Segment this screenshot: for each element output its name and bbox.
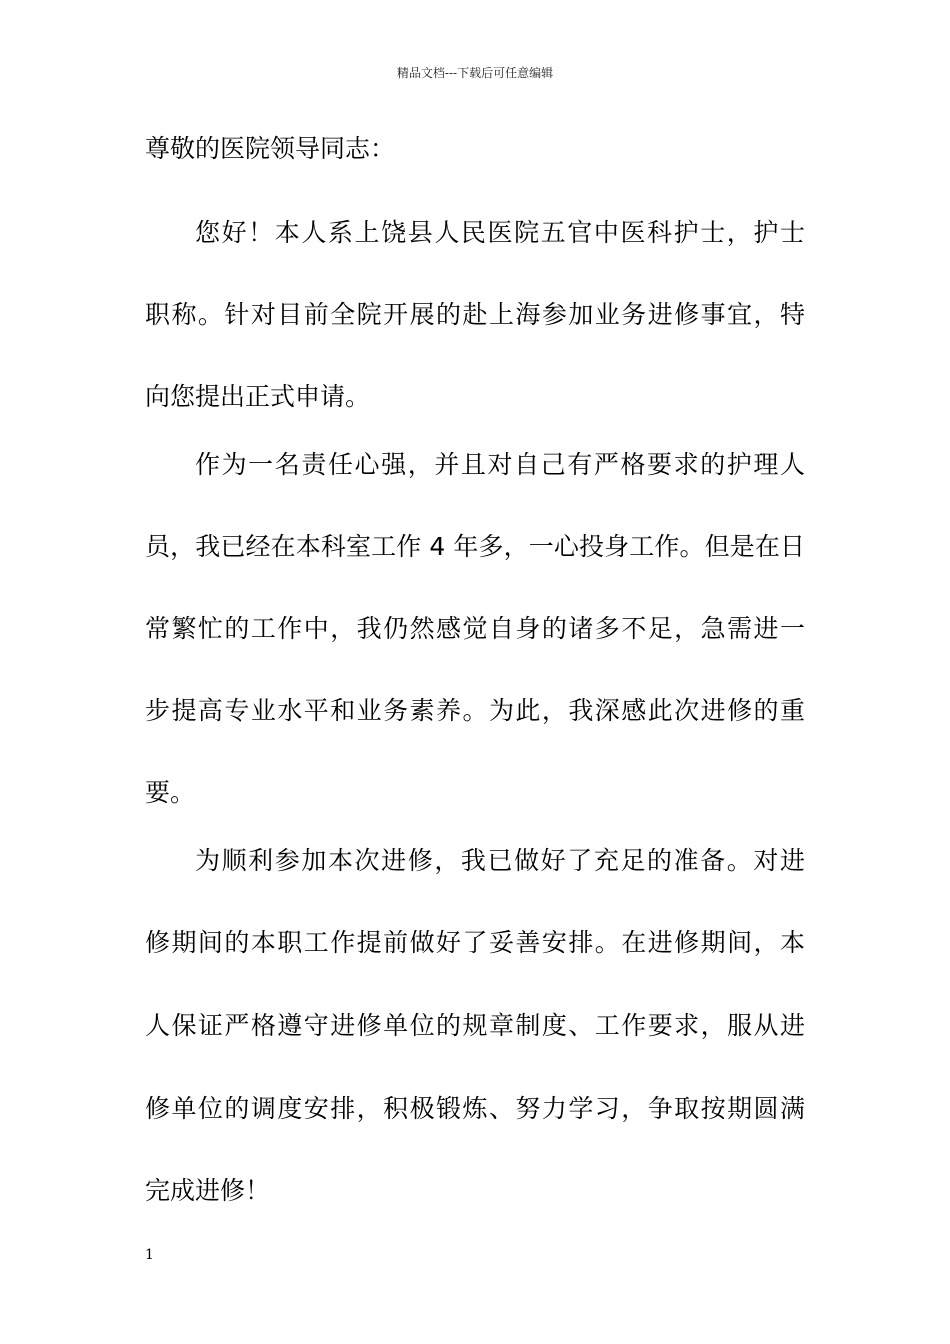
- paragraph-3-line-4: 修单位的调度安排，积极锻炼、努力学习，争取按期圆满: [145, 1094, 805, 1123]
- paragraph-1-line-2: 职称。针对目前全院开展的赴上海参加业务进修事宜，特: [145, 300, 805, 329]
- paragraph-1-line-1: 您好！本人系上饶县人民医院五官中医科护士，护士: [195, 218, 805, 247]
- page-header: 精品文档---下载后可任意编辑: [396, 66, 554, 80]
- paragraph-3-line-3: 人保证严格遵守进修单位的规章制度、工作要求，服从进: [145, 1011, 805, 1040]
- paragraph-2-line-4: 步提高专业水平和业务素养。为此，我深感此次进修的重: [145, 696, 805, 725]
- page-number: 1: [145, 1247, 154, 1263]
- paragraph-2-line-1: 作为一名责任心强，并且对自己有严格要求的护理人: [195, 450, 805, 479]
- paragraph-3-line-1: 为顺利参加本次进修，我已做好了充足的准备。对进: [195, 846, 805, 875]
- paragraph-2-line-5: 要。: [145, 778, 196, 807]
- paragraph-2-line-3: 常繁忙的工作中，我仍然感觉自身的诸多不足，急需进一: [145, 614, 805, 643]
- paragraph-3-line-5: 完成进修！: [145, 1176, 271, 1205]
- paragraph-2-line-2: 员，我已经在本科室工作 4 年多，一心投身工作。但是在日: [145, 532, 805, 561]
- paragraph-1-line-3: 向您提出正式申请。: [145, 382, 371, 411]
- paragraph-3-line-2: 修期间的本职工作提前做好了妥善安排。在进修期间，本: [145, 928, 805, 957]
- salutation: 尊敬的医院领导同志：: [145, 134, 396, 163]
